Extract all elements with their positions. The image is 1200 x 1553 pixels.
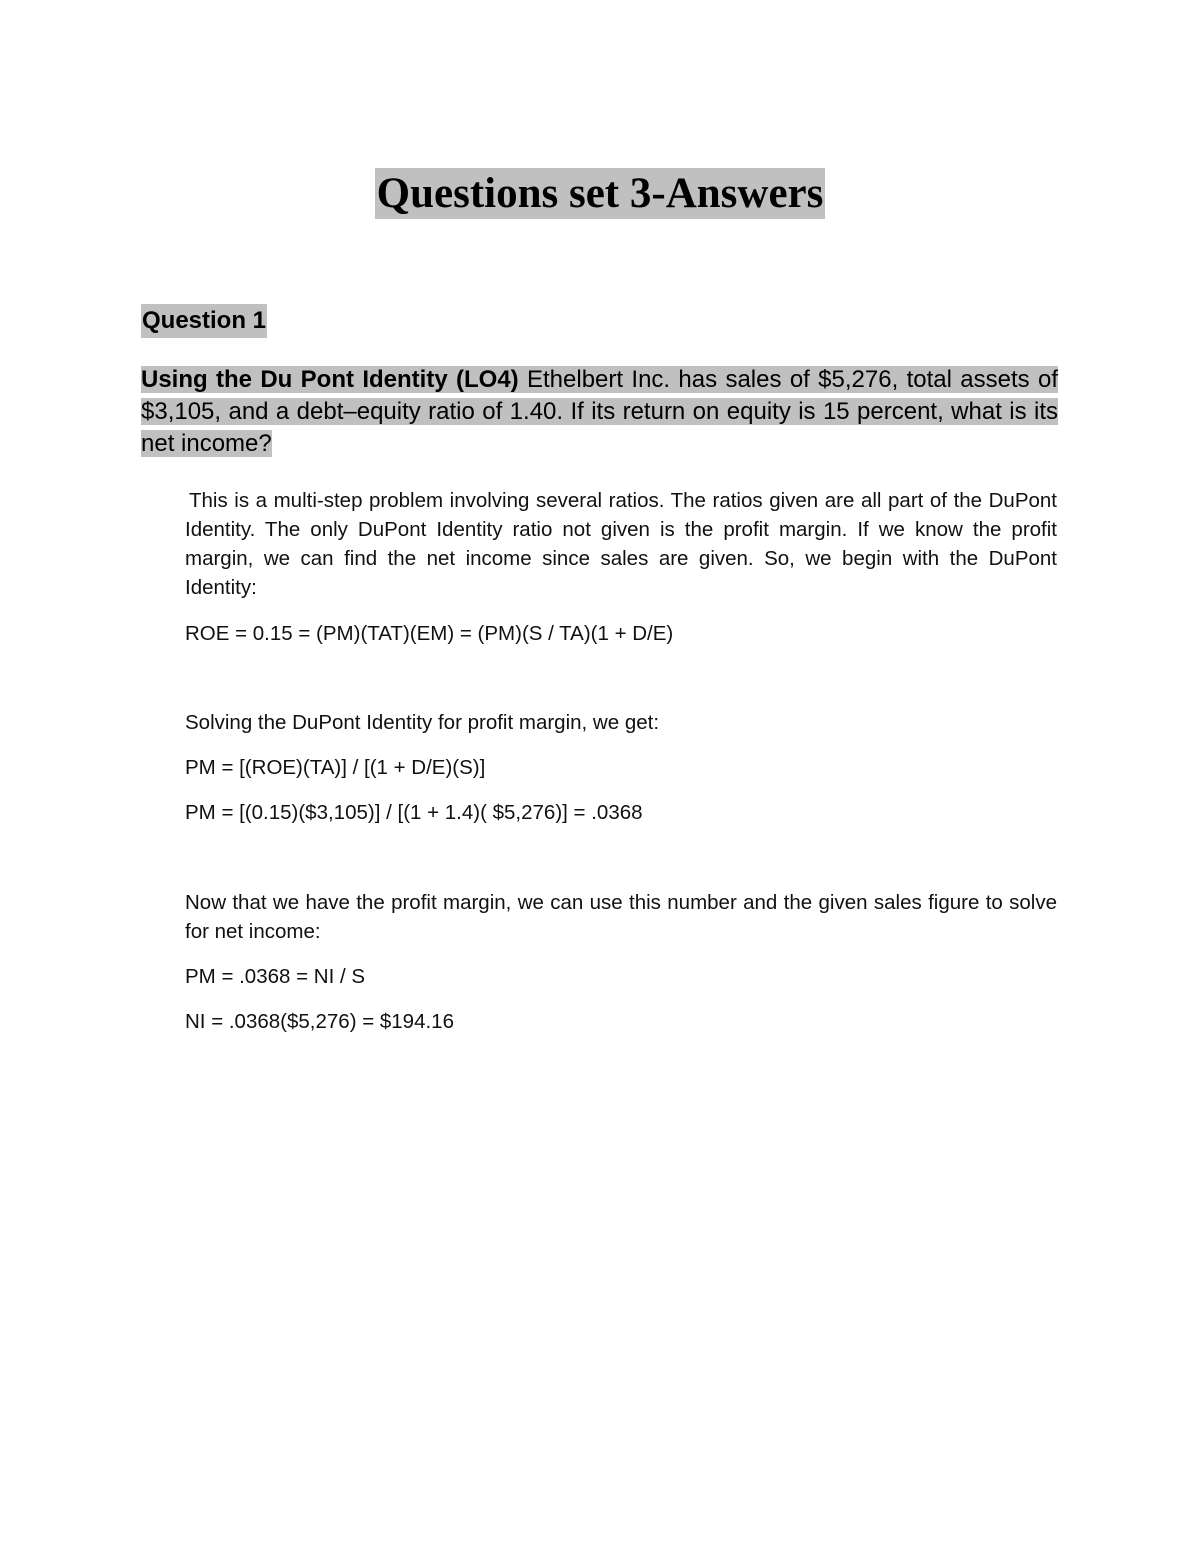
page-title: Questions set 3-Answers — [376, 170, 824, 217]
question-highlight — [141, 366, 1058, 457]
equation-ni-value: NI = .0368($5,276) = $194.16 — [185, 1010, 454, 1033]
question-text — [141, 364, 1058, 460]
question-label: Using the Du Pont Identity (LO4) — [141, 366, 519, 393]
equation-pm-formula: PM = [(ROE)(TA)] / [(1 + D/E)(S)] — [185, 756, 486, 779]
question-body: Ethelbert Inc. has sales of $5,276, total assets of $3,105, and a debt–equity ratio of 1.40. If its return on equity is 15 percent, what is its net income? — [141, 366, 1058, 457]
solving-paragraph: Solving the DuPont Identity for profit margin, we get: — [185, 711, 660, 734]
now-paragraph: Now that we have the profit margin, we can use this number and the given sales figure to solve for net income: — [185, 891, 1057, 943]
question-heading: Question 1 — [141, 304, 267, 338]
answer-intro-paragraph: This is a multi-step problem involving several ratios. The ratios given are all part of the DuPont Identity. The only DuPont Identity ratio not given is the profit margin. If we know the profit margin, we can find the net income since sales are given. So, we begin with the DuPont Identity: — [185, 489, 1057, 599]
equation-roe: ROE = 0.15 = (PM)(TAT)(EM) = (PM)(S / TA)(1 + D/E) — [185, 622, 674, 645]
equation-pm-value: PM = [(0.15)($3,105)] / [(1 + 1.4)( $5,276)] = .0368 — [185, 801, 643, 824]
title-container — [0, 168, 1200, 219]
equation-ni-ratio: PM = .0368 = NI / S — [185, 965, 366, 988]
